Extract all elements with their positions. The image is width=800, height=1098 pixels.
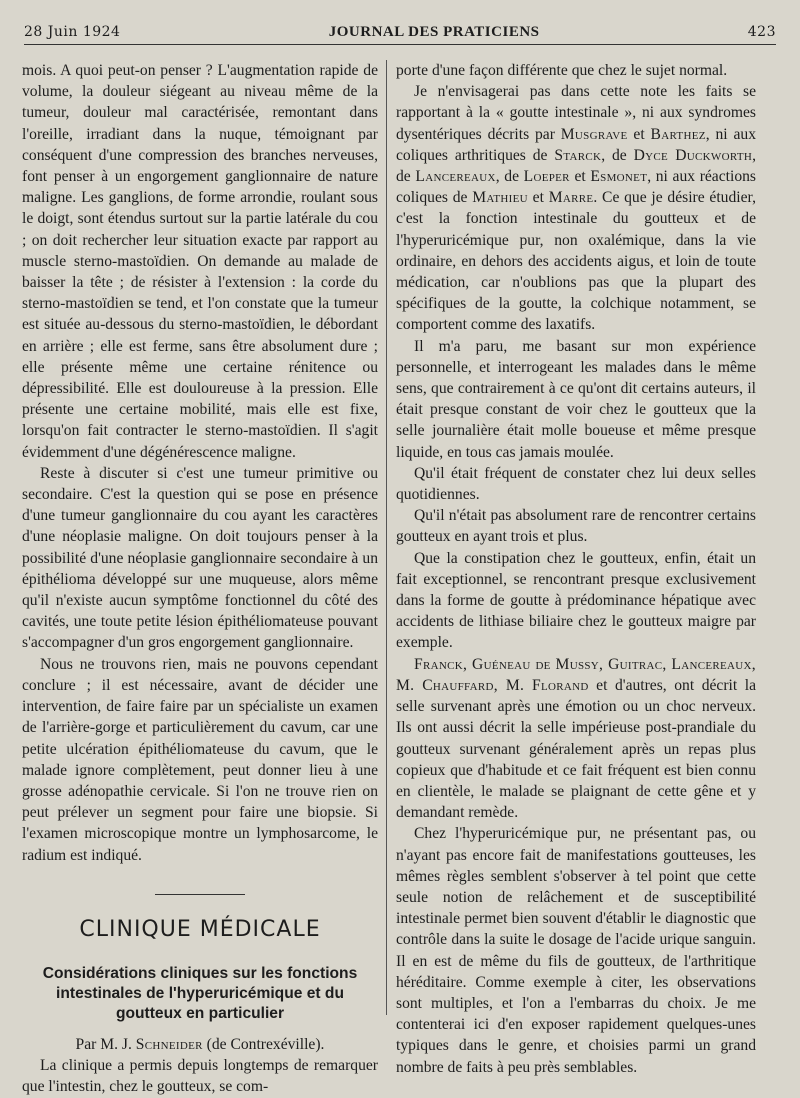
section-title: CLINIQUE MÉDICALE	[79, 916, 321, 942]
right-column	[396, 60, 756, 1078]
author-name: Barthez	[650, 125, 706, 143]
section-divider	[155, 894, 245, 895]
byline-suffix: (de Contrexéville).	[202, 1035, 325, 1053]
paragraph: Qu'il n'était pas absolument rare de rencontrer certains goutteux en ayant trois et plus.	[396, 507, 756, 546]
paragraph: porte d'une façon différente que chez le sujet normal.	[396, 62, 728, 79]
author-name: Lancereaux	[415, 168, 496, 186]
text-run: , de	[396, 146, 756, 186]
paragraph: Nous ne trouvons rien, mais ne pouvons cependant conclure ; il est nécessaire, avant de décider une intervention, de faire faire par un spécialiste un examen de l'arrière-gorge et particulièrement du cavum, car une petite ulcération épithéliomateuse du cavum, que le malade ignore complètement, peut donner lieu à une grosse adénopathie cervicale. Si l'on ne trouve rien on peut prélever un segment pour faire une biopsie. Si l'examen microscopique montre un lymphosarcome, le radium est indiqué.	[22, 655, 378, 864]
author-names: Franck, Guéneau de Mussy, Guitrac, Lancereaux, M. Chauffard, M. Florand	[396, 655, 756, 694]
author-name: Mathieu	[472, 189, 528, 207]
paragraph	[396, 654, 756, 824]
text-run: et	[627, 125, 651, 143]
header-page-number: 423	[747, 24, 776, 40]
text-run: et	[569, 168, 591, 186]
byline-prefix: Par M. J.	[75, 1035, 136, 1053]
article-title: Considérations cliniques sur les fonctions intestinales de l'hyperuricémique et du goutteux en particulier	[42, 964, 358, 1022]
text-run: , de	[495, 168, 524, 186]
paragraph: Reste à discuter si c'est une tumeur primitive ou secondaire. C'est la question qui se pose en présence d'une tumeur ganglionnaire du cou ayant les caractères d'une néoplasie maligne. On doit toujours penser à la possibilité d'une néoplasie ganglionnaire secondaire à un épithélioma développé sur une muqueuse, alors même qu'il n'existe aucun symptôme fonctionnel du côté des cavités, une toute petite lésion épithéliomateuse pouvant s'accompagner d'un gros engorgement ganglionnaire.	[22, 464, 378, 652]
paragraph	[396, 81, 756, 335]
column-divider	[386, 60, 387, 1015]
author-name: Starck	[554, 146, 602, 164]
header-date: 28 Juin 1924	[24, 24, 121, 40]
text-run: Je n'envisagerai pas dans cette note les faits se rapportant à la « goutte intestinale », ni aux syndromes dysentériques décrits par	[396, 83, 756, 143]
author-name: Dyce Duckworth	[633, 146, 753, 164]
text-run: , ni aux coliques arthritiques de	[396, 125, 756, 164]
text-run: , de	[601, 146, 634, 164]
author-name: Loeper	[523, 168, 570, 186]
text-run: , ni aux réactions coliques de	[396, 168, 756, 207]
paragraph: Il m'a paru, me basant sur mon expérience personnelle, et interrogeant les malades dans le même sens, que contrairement à ce qu'ont dit certains auteurs, il était presque constant de voir chez le goutteux que la selle journalière était molle boueuse et même presque liquide, en tous cas jamais moulée.	[396, 337, 756, 461]
paragraph: Chez l'hyperuricémique pur, ne présentant pas, ou n'ayant pas encore fait de manifestations goutteuses, les mêmes règles semblent s'observer à tel point que cette seule notion de relâchement et de susceptibilité intestinale permet bien souvent d'établir le diagnostic que contrôle dans la suite le dosage de l'acide urique sanguin. Il en est de même du fils de goutteux, de l'arthritique héréditaire. Comme exemple à citer, les observations sont multiples, et l'on a l'embarras du choix. Je me contenterai ici d'en exposer rapidement quelques-unes typiques dans le genre, et choisies parmi un grand nombre de faits à peu près semblables.	[396, 825, 756, 1076]
left-column	[22, 60, 378, 1098]
author-name: Esmonet	[590, 168, 648, 186]
paragraph: mois. A quoi peut-on penser ? L'augmentation rapide de volume, la douleur siégeant au niveau même de la tumeur, douleur mal caractérisée, remontant dans l'oreille, irradiant dans la nuque, témoignant par conséquent d'une compression des branches nerveuses, font penser à un engorgement ganglionnaire de nature maligne. Les ganglions, de forme arrondie, roulant sous le doigt, sont étendus surtout sur la partie latérale du cou ; on doit rechercher leur situation exacte par rapport au muscle sterno-mastoïdien. On demande au malade de baisser la tête ; de résister à l'extension : la corde du sterno-mastoïdien se tend, et l'on constate que la tumeur est située au-dessous du sterno-mastoïdien, le débordant en arrière ; elle est ferme, sans être absolument dure ; elle présente même une certaine rénitence ou dépressibilité. Elle est douloureuse à la pression. Elle présente une certaine mobilité, mais elle est fixe, lorsqu'on fait contracter le sterno-mastoïdien. Il s'agit évidemment d'une dégénérescence maligne.	[22, 62, 378, 461]
paragraph: La clinique a permis depuis longtemps de remarquer que l'intestin, chez le goutteux, se com-	[22, 1057, 378, 1096]
text-run: . Ce que je désire étudier, c'est la fonction intestinale du goutteux et de l'hyperuricémique pur, non oxalémique, dans la vie ordinaire, en dehors des accidents aigus, et loin de toute médication, car n'oublions pas que la plupart des spécifiques de la goutte, la colchique notamment, se comportent comme des laxatifs.	[396, 189, 756, 334]
byline	[22, 1034, 378, 1055]
author-name: Schneider	[135, 1035, 203, 1053]
running-header	[24, 20, 776, 45]
header-journal-title: JOURNAL DES PRATICIENS	[328, 23, 540, 40]
text-run: et	[527, 189, 549, 207]
paragraph: Que la constipation chez le goutteux, enfin, était un fait exceptionnel, se rencontrant presque exclusivement dans la forme de goutte à prédominance hépatique avec accidents de lithiase biliaire chez le goutteux maigre par exemple.	[396, 549, 756, 652]
paragraph: Qu'il était fréquent de constater chez lui deux selles quotidiennes.	[396, 464, 756, 504]
text-run: et d'autres, ont décrit la selle survenant après une émotion ou un choc nerveux. Ils ont aussi décrit la selle impérieuse post-prandiale du goutteux survenant généralement après un repas plus copieux que d'habitude et ce fait fréquent est bien connu en clientèle, le malade se plaignant de cette gêne et y demandant remède.	[396, 676, 756, 822]
author-name: Musgrave	[560, 125, 628, 143]
author-name: Marre	[548, 189, 594, 207]
